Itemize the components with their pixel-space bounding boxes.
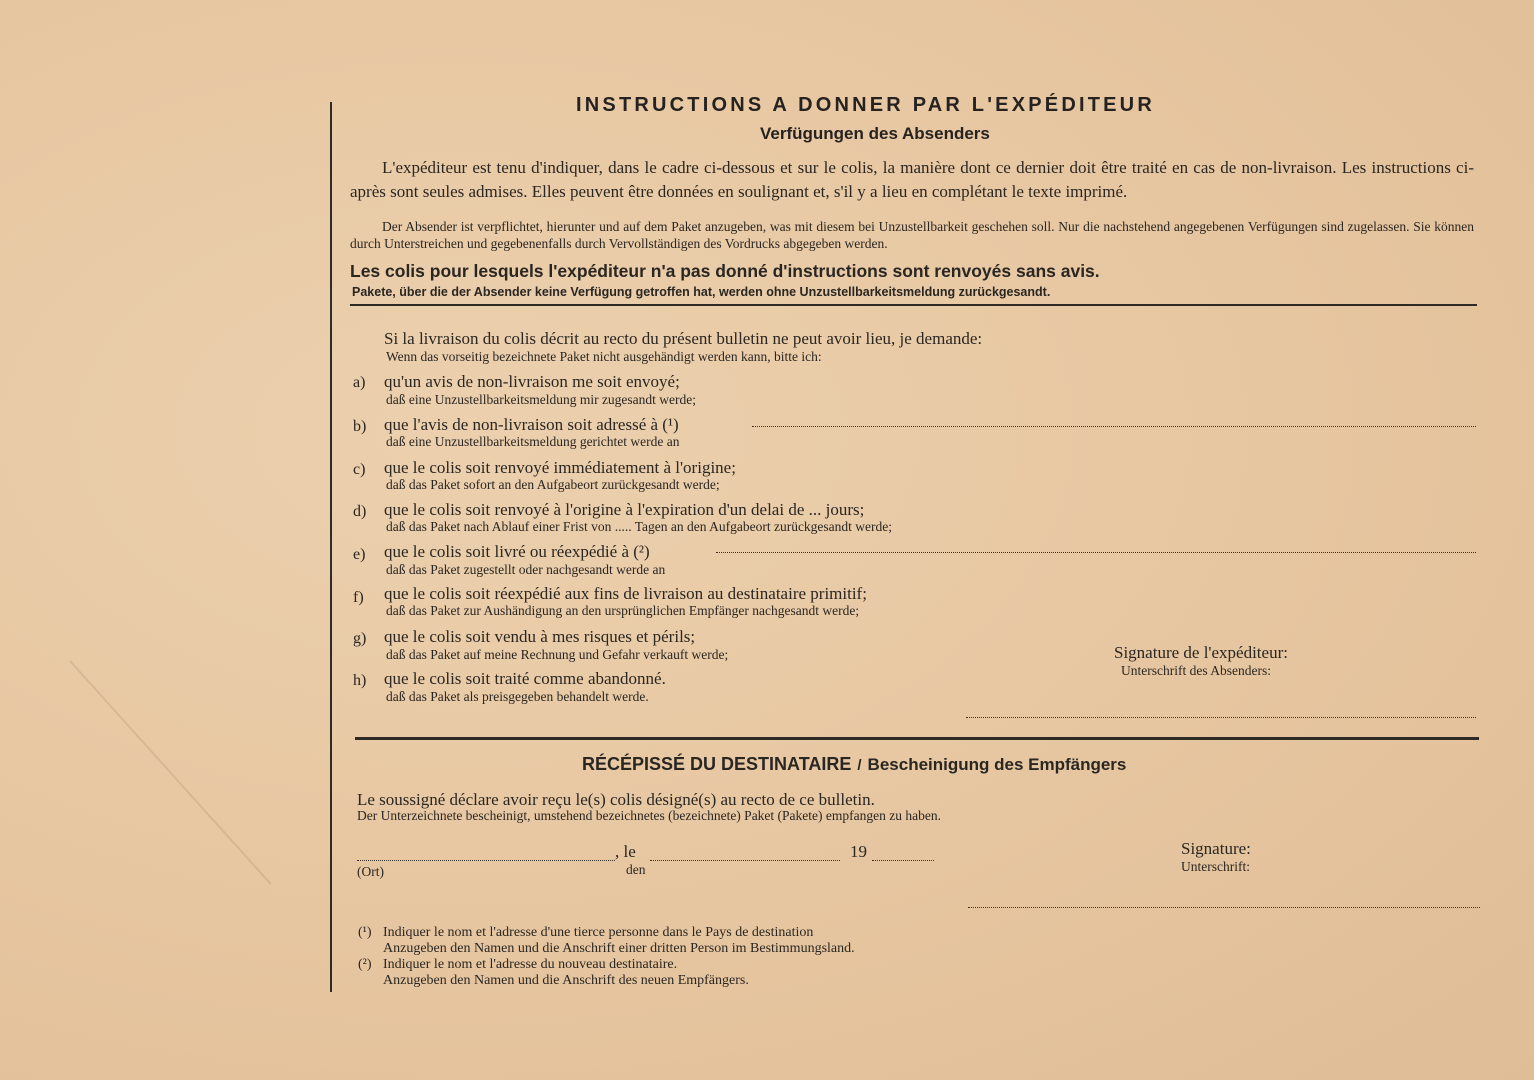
footnote-2-mark: (²) [358, 957, 372, 972]
receipt-divider [355, 737, 1479, 740]
left-border-line [330, 102, 332, 992]
option-g-de: daß das Paket auf meine Rechnung und Gefahr verkauft werde; [386, 647, 729, 662]
receipt-date-field[interactable] [650, 860, 840, 861]
option-a-label: a) [353, 374, 366, 391]
option-a-fr[interactable]: qu'un avis de non-livraison me soit envoyé; [384, 372, 680, 391]
option-e-address-field[interactable] [716, 552, 1476, 553]
receipt-place-label: (Ort) [357, 864, 384, 879]
receipt-date-label-de: den [626, 862, 646, 877]
section-divider [350, 304, 1477, 306]
receipt-title-fr: RÉCÉPISSÉ DU DESTINATAIRE [582, 754, 852, 774]
option-d-fr[interactable]: que le colis soit renvoyé à l'origine à l'expiration d'un delai de ... jours; [384, 500, 865, 519]
option-d-de: daß das Paket nach Ablauf einer Frist von ..... Tagen an den Aufgabeort zurückgesandt werde; [386, 519, 893, 534]
footnote-1-fr: Indiquer le nom et l'adresse d'une tierce personne dans le Pays de destination [383, 925, 814, 940]
footnote-2-fr: Indiquer le nom et l'adresse du nouveau destinataire. [383, 957, 678, 972]
footnote-1-mark: (¹) [358, 925, 372, 940]
receipt-signature-label-de: Unterschrift: [1181, 859, 1250, 874]
receipt-title-separator: / [857, 757, 862, 774]
option-b-fr[interactable]: que l'avis de non-livraison soit adressé à (¹) [384, 415, 679, 434]
sender-signature-label-de: Unterschrift des Absenders: [1121, 663, 1271, 678]
footnote-1-de: Anzugeben den Namen und die Anschrift einer dritten Person im Bestimmungsland. [383, 941, 855, 956]
form-subtitle: Verfügungen des Absenders [760, 124, 990, 143]
intro-text-fr: L'expéditeur est tenu d'indiquer, dans le cadre ci-dessous et sur le colis, la manière dont ce dernier doit être traité en cas de non-livraison. Les instructions ci-après sont seules admises. Elles peuvent être données en soulignant et, s'il y a lieu en complétant le texte imprimé. [350, 158, 1474, 201]
option-e-fr[interactable]: que le colis soit livré ou réexpédié à (²) [384, 542, 650, 561]
option-b-address-field[interactable] [752, 426, 1476, 427]
option-h-fr[interactable]: que le colis soit traité comme abandonné. [384, 669, 666, 688]
option-c-de: daß das Paket sofort an den Aufgabeort zurückgesandt werde; [386, 477, 720, 492]
option-g-fr[interactable]: que le colis soit vendu à mes risques et périls; [384, 627, 696, 646]
receipt-text-de: Der Unterzeichnete bescheinigt, umstehend bezeichnetes (bezeichnete) Paket (Pakete) empfangen zu haben. [357, 808, 941, 823]
option-d-label: d) [353, 503, 367, 520]
receipt-signature-field[interactable] [968, 907, 1480, 908]
request-de: Wenn das vorseitig bezeichnete Paket nicht ausgehändigt werden kann, bitte ich: [386, 349, 822, 364]
option-a-de: daß eine Unzustellbarkeitsmeldung mir zugesandt werde; [386, 392, 697, 407]
receipt-date-label-fr: , le [615, 842, 636, 861]
option-f-de: daß das Paket zur Aushändigung an den ursprünglichen Empfänger nachgesandt werde; [386, 603, 860, 618]
footnote-2-de: Anzugeben den Namen und die Anschrift des neuen Empfängers. [383, 973, 749, 988]
option-f-label: f) [353, 589, 364, 606]
receipt-year-prefix: 19 [850, 842, 867, 861]
receipt-title [582, 754, 1126, 775]
option-c-fr[interactable]: que le colis soit renvoyé immédiatement à l'origine; [384, 458, 736, 477]
option-b-label: b) [353, 418, 367, 435]
sender-signature-field[interactable] [966, 717, 1476, 718]
receipt-text-fr: Le soussigné déclare avoir reçu le(s) colis désigné(s) au recto de ce bulletin. [357, 790, 875, 809]
notice-de: Pakete, über die der Absender keine Verfügung getroffen hat, werden ohne Unzustellbarkeitsmeldung zurückgesandt. [352, 285, 1051, 299]
option-e-de: daß das Paket zugestellt oder nachgesandt werde an [386, 562, 666, 577]
option-g-label: g) [353, 630, 367, 647]
option-h-label: h) [353, 672, 367, 689]
receipt-title-de: Bescheinigung des Empfängers [867, 755, 1127, 774]
option-c-label: c) [353, 461, 366, 478]
receipt-place-field[interactable] [357, 860, 615, 861]
intro-text-de: Der Absender ist verpflichtet, hierunter und auf dem Paket anzugeben, was mit diesem bei Unzustellbarkeit geschehen soll. Nur die nachstehend angegebenen Verfügungen sind zugelassen. Sie können durch Unterstreichen und gegebenenfalls durch Vervollständigen des Vordrucks abgegeben werden. [350, 219, 1474, 251]
option-h-de: daß das Paket als preisgegeben behandelt werde. [386, 689, 649, 704]
option-b-de: daß eine Unzustellbarkeitsmeldung gerichtet werde an [386, 434, 680, 449]
receipt-signature-label-fr: Signature: [1181, 839, 1251, 858]
paper-crease [69, 660, 271, 884]
form-title: INSTRUCTIONS A DONNER PAR L'EXPÉDITEUR [576, 94, 1155, 116]
request-fr: Si la livraison du colis décrit au recto du présent bulletin ne peut avoir lieu, je demande: [384, 329, 983, 348]
receipt-year-field[interactable] [872, 860, 934, 861]
notice-fr: Les colis pour lesquels l'expéditeur n'a pas donné d'instructions sont renvoyés sans avis. [350, 261, 1100, 281]
option-f-fr[interactable]: que le colis soit réexpédié aux fins de livraison au destinataire primitif; [384, 584, 867, 603]
option-e-label: e) [353, 546, 366, 563]
sender-signature-label-fr: Signature de l'expéditeur: [1114, 643, 1288, 662]
